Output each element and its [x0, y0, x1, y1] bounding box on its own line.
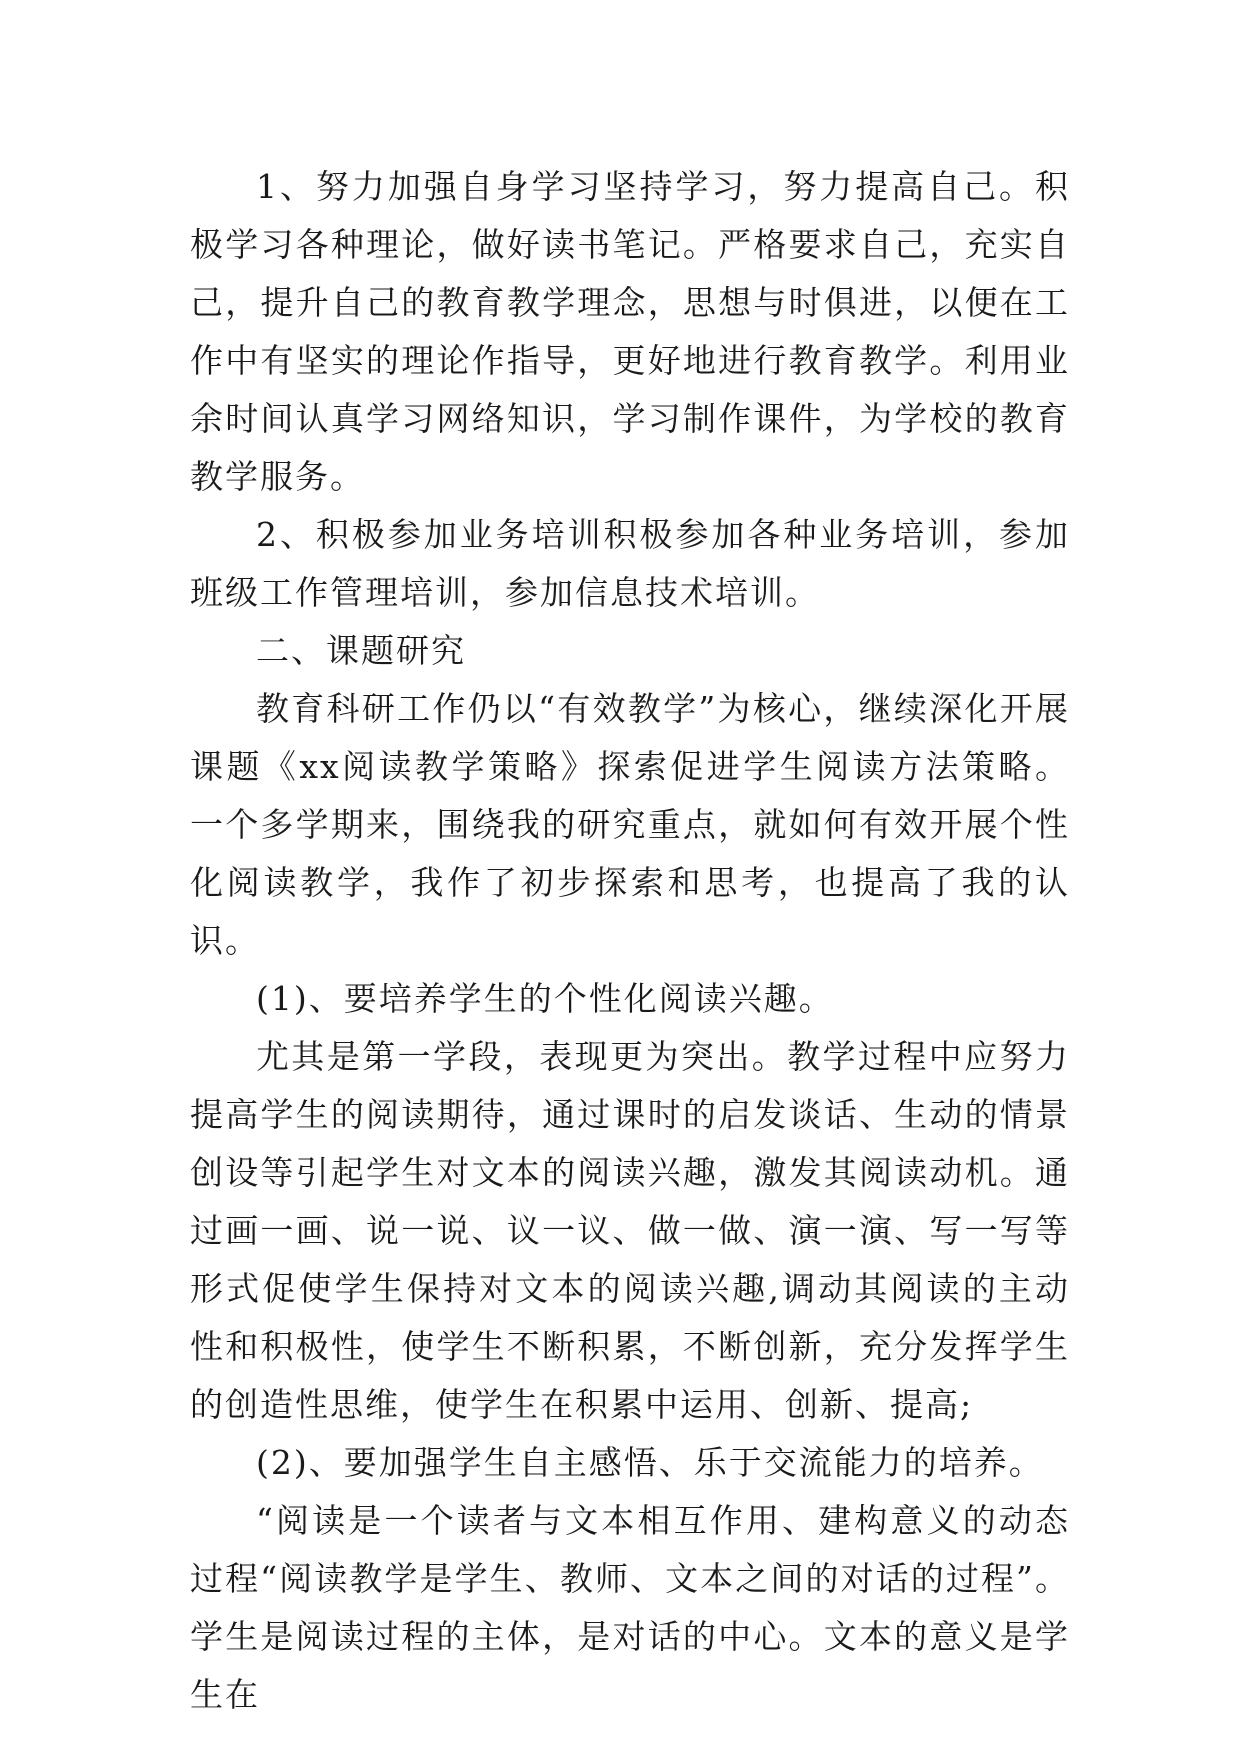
paragraph-research-intro: 教育科研工作仍以“有效教学”为核心，继续深化开展课题《xx阅读教学策略》探索促进学生阅读方法策略。一个多学期来，围绕我的研究重点，就如何有效开展个性化阅读教学，我作了初步探索和思考，也提高了我的认识。: [190, 689, 1070, 960]
section-heading-research: 二、课题研究: [256, 631, 466, 670]
document-body: [190, 158, 1070, 1724]
paragraph-communication: “阅读是一个读者与文本相互作用、建构意义的动态过程“阅读教学是学生、教师、文本之间的对话的过程”。学生是阅读过程的主体，是对话的中心。文本的意义是学生在: [190, 1501, 1070, 1714]
paragraph-training: 2、积极参加业务培训积极参加各种业务培训，参加班级工作管理培训，参加信息技术培训。: [190, 515, 1070, 612]
subheading-communication: (2)、要加强学生自主感悟、乐于交流能力的培养。: [256, 1443, 1044, 1482]
paragraph-study: 1、努力加强自身学习坚持学习，努力提高自己。积极学习各种理论，做好读书笔记。严格要求自己，充实自己，提升自己的教育教学理念，思想与时俱进，以便在工作中有坚实的理论作指导，更好地进行教育教学。利用业余时间认真学习网络知识，学习制作课件，为学校的教育教学服务。: [190, 167, 1070, 496]
paragraph-reading-interest: 尤其是第一学段，表现更为突出。教学过程中应努力提高学生的阅读期待，通过课时的启发谈话、生动的情景创设等引起学生对文本的阅读兴趣，激发其阅读动机。通过画一画、说一说、议一议、做一做、演一演、写一写等形式促使学生保持对文本的阅读兴趣,调动其阅读的主动性和积极性，使学生不断积累，不断创新，充分发挥学生的创造性思维，使学生在积累中运用、创新、提高;: [190, 1037, 1070, 1424]
subheading-reading-interest: (1)、要培养学生的个性化阅读兴趣。: [256, 979, 834, 1018]
